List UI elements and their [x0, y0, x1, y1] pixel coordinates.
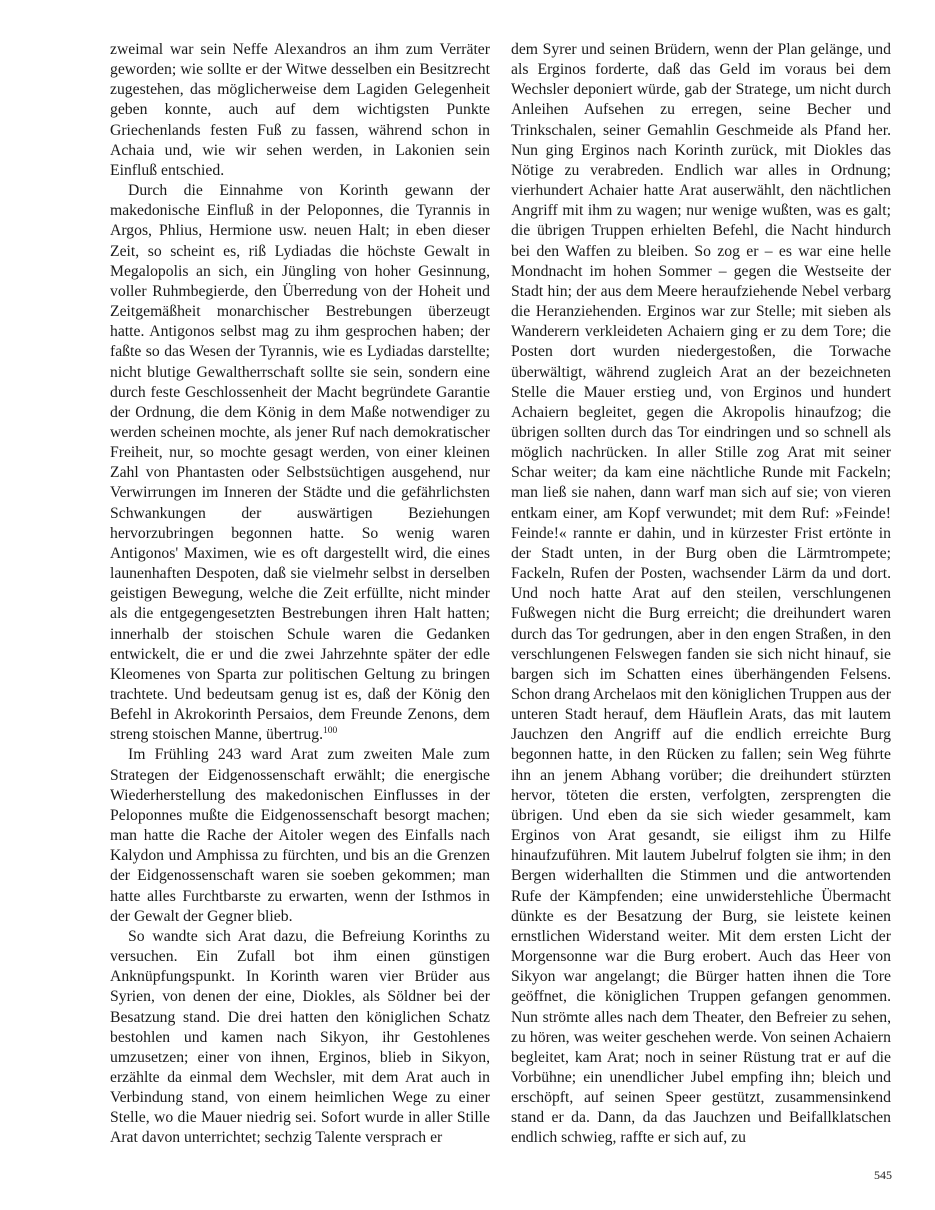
paragraph: Im Frühling 243 ward Arat zum zweiten Male zum Strategen der Eidgenossenschaft erwählt; die energische Wiederherstellung des makedonischen Einflusses in der Peloponnes mußte die Eidgenossenschaft besorgt machen; man hatte die Rache der Aitoler wegen des Einfalls nach Kalydon und Amphissa zu fürchten, und bis an die Grenzen der Eidgenossenschaft waren sie soeben gekommen; man hatte alles Furchtbarste zu erwarten, wenn der Isthmos in der Gewalt der Gegner blieb.: [110, 746, 490, 925]
paragraph: zweimal war sein Neffe Alexandros an ihm zum Verräter geworden; wie sollte er der Witwe desselben ein Besitzrecht zugestehen, das möglicherweise dem Lagiden Gelegenheit geben konnte, auch auf dem wichtigsten Punkte Griechenlands festen Fuß zu fassen, während schon in Achaia und, wie wir sehen werden, in Lakonien sein Einfluß entschied.: [110, 41, 490, 179]
page-number: 545: [874, 1168, 892, 1182]
left-column: [110, 40, 490, 1149]
paragraph: So wandte sich Arat dazu, die Befreiung Korinths zu versuchen. Ein Zufall bot ihm einen günstigen Anknüpfungspunkt. In Korinth waren vier Brüder aus Syrien, von denen der eine, Diokles, als Söldner bei der Besatzung stand. Die drei hatten den königlichen Schatz bestohlen und kamen nach Sikyon, ihr Gestohlenes umzusetzen; einer von ihnen, Erginos, blieb in Sikyon, erzählte da einmal dem Wechsler, mit dem Arat auch in Verbindung stand, von einem heimlichen Wege zu einer Stelle, wo die Mauer niedrig sei. Sofort wurde in aller Stille Arat davon unterrichtet; sechzig Talente versprach er: [110, 927, 490, 1147]
paragraph: [110, 181, 490, 745]
footnote-marker[interactable]: 100: [323, 726, 338, 737]
paragraph-text: Durch die Einnahme von Korinth gewann der makedonische Einfluß in der Peloponnes, die Tyrannis in Argos, Phlius, Hermione usw. neuen Halt; in eben dieser Zeit, so scheint es, riß Lydiadas die höchste Gewalt in Megalopolis an sich, ein Jüngling von hoher Gesinnung, voller Ruhmbegierde, den Überredung von der Hoheit und Zeitgemäßheit monarchischer Bestrebungen überzeugt hatte. Antigonos selbst mag zu ihm gesprochen haben; der faßte so das Wesen der Tyrannis, wie es Lydiadas darstellte; nicht blutige Gewaltherrschaft sollte sie sein, sondern eine durch feste Geschlossenheit der Macht begründete Garantie der Ordnung, die dem König in dem Maße notwendiger zu werden scheinen mochte, als jener Ruf nach demokratischer Freiheit, nur, so mochte gesagt werden, von einer kleinen Zahl von Phantasten oder Selbstsüchtigen ausgehend, nur Verwirrungen im Inneren der Städte und die gefährlichsten Schwankungen der auswärtigen Beziehungen hervorzubringen begonnen hatte. So wenig waren Antigonos' Maximen, wie es oft dargestellt wird, die eines launenhaften Despoten, daß sie vielmehr selbst in derselben geistigen Bewegung, welche die Zeit erfüllte, nicht minder als die entgegengesetzten Bestrebungen ihren Halt hatten; innerhalb der stoischen Schule waren die Gedanken entwickelt, die er und die zwei Jahrzehnte später der edle Kleomenes von Sparta zur politischen Geltung zu bringen trachtete. Und bedeutsam genug ist es, daß der König den Befehl in Akrokorinth Persaios, dem Freunde Zenons, dem streng stoischen Manne, übertrug.: [110, 182, 490, 744]
paragraph: dem Syrer und seinen Brüdern, wenn der Plan gelänge, und als Erginos forderte, daß das Geld im voraus bei dem Wechsler deponiert würde, gab der Stratege, um nicht durch Anleihen Aufsehen zu erregen, seine Becher und Trinkschalen, seiner Gemahlin Geschmeide als Pfand her. Nun ging Erginos nach Korinth zurück, mit Diokles das Nötige zu verabreden. Endlich war alles in Ordnung; vierhundert Achaier hatte Arat auserwählt, den nächtlichen Angriff mit ihm zu wagen; nur wenige wußten, was es galt; die übrigen Truppen erhielten Befehl, die Nacht hindurch bei den Waffen zu bleiben. So zog er – es war eine helle Mondnacht im hohen Sommer – gegen die Westseite der Stadt hin; der aus dem Meere heraufziehende Nebel verbarg die Heranziehenden. Erginos war zur Stelle; mit sieben als Wanderern verkleideten Achaiern ging er zu dem Tore; die Posten dort wurden niedergestoßen, die Torwache überwältigt, während zugleich Arat an der bezeichneten Stelle die Mauer erstieg und, von Erginos und hundert Achaiern begleitet, gegen die Akropolis hinaufzog; die übrigen sollten durch das Tor eindringen und so schnell als möglich nachrücken. In aller Stille zog Arat mit seiner Schar weiter; da kam eine nächtliche Runde mit Fackeln; man ließ sie nahen, dann warf man sich auf sie; von vieren entkam einer, am Kopf verwundet; mit dem Ruf: »Feinde! Feinde!« rannte er dahin, und in kürzester Frist ertönte in der Stadt unten, in der Burg oben die Lärmtrompete; Fackeln, Rufen der Posten, wachsender Lärm da und dort. Und noch hatte Arat auf den steilen, verschlungenen Fußwegen nicht die Burg erreicht; die dreihundert waren durch das Tor gedrungen, aber in den engen Straßen, in den verschlungenen Felswegen fanden sie sich nicht hinauf, sie bargen sich im Schatten eines überhängenden Felsens. Schon drang Archelaos mit den königlichen Truppen aus der unteren Stadt herauf, dem Häuflein Arats, das mit lautem Jauchzen den Angriff auf die endlich erreichte Burg begonnen hatte, in den Rücken zu fallen; sein Weg führte ihn an jenem Abhang vorüber; die dreihundert stürzten hervor, töteten die ersten, verfolgten, zersprengten die übrigen. Und eben da sie sich wieder gesammelt, kam Erginos von Arat gesandt, sie eiligst ihm zu Hilfe hinaufzuführen. Mit lautem Jubelruf folgten sie ihm; in den Bergen widerhallten die Stimmen und die antwortenden Rufe der Kämpfenden; eine unwiderstehliche Übermacht dünkte es der Besatzung der Burg, sie leistete keinen ernstlichen Widerstand weiter. Mit dem ersten Licht der Morgensonne war die Burg erobert. Auch das Heer von Sikyon war angelangt; die Bürger hatten ihnen die Tore geöffnet, die königlichen Truppen gefangen genommen. Nun strömte alles nach dem Theater, den Befreier zu sehen, zu hören, was weiter geschehen werde. Von seinen Achaiern begleitet, kam Arat; noch in seiner Rüstung trat er auf die Vorbühne; ein unendlicher Jubel empfing ihn; bleich und erschöpft, auf seinen Speer gestützt, zusammensinkend stand er da. Dann, da das Jauchzen und Beifallklatschen endlich schwieg, raffte er sich auf, zu: [511, 41, 891, 1147]
right-column: [511, 40, 891, 1149]
